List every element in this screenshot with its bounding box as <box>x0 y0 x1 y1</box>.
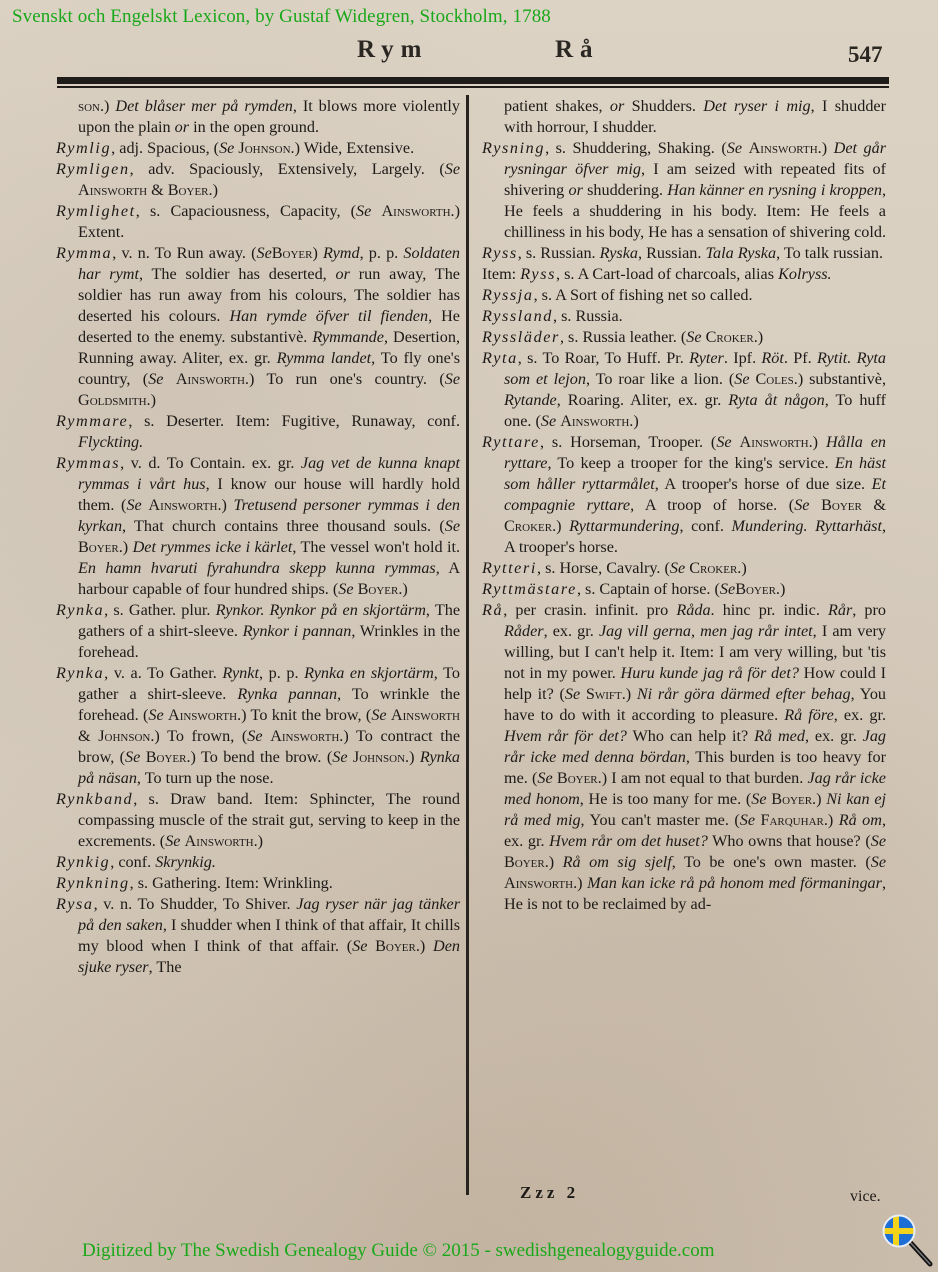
definition-text: , p. p. <box>258 664 305 682</box>
definition-text: , s. Deserter. Item: Fugitive, Runaway, conf. <box>128 412 460 430</box>
swedish-text: Se <box>256 244 272 262</box>
swedish-text: Rytit. Ryta som et lejon <box>504 349 886 388</box>
running-head-left: Rym <box>357 36 429 63</box>
signature-mark: Zzz 2 <box>520 1183 580 1202</box>
headword: Rynkband <box>56 790 134 808</box>
definition-text: , I shudder with horrour, I shudder. <box>504 97 886 136</box>
definition-text: , s. Shuddering, Shaking. ( <box>545 139 727 157</box>
definition-text: , The soldier has deserted, <box>138 265 336 283</box>
headword: Ryta <box>482 349 518 367</box>
headword: Ryttmästare <box>482 580 577 598</box>
swedish-text: Se <box>716 433 732 451</box>
definition-text: , He feels a shuddering in his body. Item: He feels a chilliness in his body, He has a sensation of shivering cold. <box>504 181 887 241</box>
dictionary-entry <box>56 453 460 600</box>
dictionary-entry <box>56 243 460 411</box>
headword: Rynkig <box>56 853 111 871</box>
authority-citation: Ainsworth. <box>748 139 822 157</box>
swedish-text: Rå med <box>754 727 805 745</box>
dictionary-entry <box>482 600 886 915</box>
swedish-text: Det rymmes icke i kärlet <box>132 538 293 556</box>
swedish-text: Se <box>444 160 460 178</box>
headword: Rysa <box>56 895 94 913</box>
definition-text: , ex. gr. <box>543 622 599 640</box>
swedish-text: Rynka på näsan <box>78 748 461 787</box>
swedish-text: Det ryser i mig <box>703 97 811 115</box>
definition-text: , per crasin. infinit. pro <box>503 601 677 619</box>
dictionary-entry <box>482 285 886 306</box>
dictionary-entry <box>482 327 886 348</box>
headword: Rymligen <box>56 160 130 178</box>
definition-text: ) <box>221 496 234 514</box>
swedish-text: Jag vet de kunna knapt rymmas i vårt hus <box>78 454 460 493</box>
swedish-text: Rymmande <box>312 328 384 346</box>
headword: Ryssja <box>482 286 534 304</box>
definition-text: How could I help it? ( <box>504 664 886 703</box>
swedish-text: Se <box>126 496 142 514</box>
headword: Rynka <box>56 664 105 682</box>
definition-text: , I am seized with repeated fits of shivering <box>504 160 887 199</box>
authority-citation: Swift. <box>585 685 626 703</box>
swedish-text: Se <box>338 580 354 598</box>
definition-text: ) <box>625 685 637 703</box>
swedish-text: Rynka en skjortärm <box>304 664 434 682</box>
dictionary-entry <box>56 894 460 978</box>
definition-text: , A trooper's horse. <box>504 517 887 556</box>
swedish-text: Ryttarmundering <box>569 517 680 535</box>
swedish-text: En häst som håller ryttarmålet <box>504 454 887 493</box>
definition-text: , I know our house will hardly hold them. ( <box>78 475 460 514</box>
swedish-text: Se <box>125 748 141 766</box>
swedish-text: Kolryss. <box>778 265 832 283</box>
definition-text: , pro <box>852 601 887 619</box>
authority-citation: Boyer. <box>504 853 549 871</box>
left-column <box>56 96 460 978</box>
dictionary-entry <box>56 663 460 789</box>
page-number: 547 <box>848 42 883 67</box>
swedish-text: Se <box>669 559 686 577</box>
dictionary-entry <box>482 306 886 327</box>
authority-citation: Johnson. <box>238 139 295 157</box>
definition-text: run away, The soldier has run away from his colours, The soldier has deserted his colours. <box>78 265 460 325</box>
definition-text: ) <box>402 580 408 598</box>
entry-continuation <box>56 96 460 138</box>
swedish-text: Se <box>564 685 581 703</box>
swedish-text: Et compagnie ryttare <box>504 475 887 514</box>
dictionary-entry <box>56 411 460 453</box>
swedish-text: Den sjuke ryser <box>78 937 461 976</box>
swedish-text: Se <box>444 517 460 535</box>
headword: Rymmas <box>56 454 121 472</box>
swedish-text: Rymma landet <box>276 349 372 367</box>
swedish-text: Se <box>444 370 460 388</box>
swedish-flag-magnifier-icon <box>880 1212 934 1268</box>
definition-text: , Russian. <box>638 244 706 262</box>
definition-text: , s. Russian. <box>517 244 600 262</box>
dictionary-entry <box>56 201 460 243</box>
digitized-footer: Digitized by The Swedish Genealogy Guide © 2015 - swedishgenealogyguide.com <box>82 1240 715 1261</box>
headword: Rysning <box>482 139 546 157</box>
definition-text: ) <box>779 580 786 598</box>
catchword: vice. <box>850 1188 881 1205</box>
swedish-text: Ryter <box>689 349 724 367</box>
swedish-text: Se <box>356 202 372 220</box>
swedish-text: Hvem rår om det huset? <box>549 832 708 850</box>
definition-text: , v. n. To Shudder, To Shiver. <box>93 895 297 913</box>
definition-text: , Roaring. Aliter, ex. gr. <box>556 391 729 409</box>
dictionary-entry <box>482 579 886 600</box>
definition-text: , To keep a trooper for the king's service. <box>547 454 835 472</box>
swedish-text: Se <box>751 790 767 808</box>
definition-text: , ex. gr. <box>833 706 886 724</box>
swedish-text: Se <box>870 832 887 850</box>
swedish-text: Tretusend personer rymmas i den kyrkan <box>78 496 461 535</box>
swedish-text: Det blåser mer på rymden <box>115 97 293 115</box>
swedish-text: Ni kan ej rå med mig <box>504 790 887 829</box>
definition-text: , I am very willing, but I can't help it. Item: I am very willing, but 'tis not in my power. <box>504 622 886 682</box>
dictionary-entry <box>56 873 460 894</box>
header-rule-thin <box>57 86 889 88</box>
swedish-text: Mundering. Ryttarhäst <box>731 517 882 535</box>
authority-citation: Coles. <box>755 370 798 388</box>
definition-text: ) <box>827 811 839 829</box>
swedish-text: Ryta åt någon <box>728 391 825 409</box>
authority-citation: Boyer. <box>556 769 602 787</box>
definition-text: ) <box>577 874 588 892</box>
definition-text: Shudders. <box>624 97 704 115</box>
dictionary-entry <box>482 432 886 558</box>
definition-text: , The <box>148 958 182 976</box>
swedish-text: Man kan icke rå på honom med förmaningar <box>587 874 882 892</box>
column-divider <box>466 95 469 1195</box>
definition-text: , This burden is too heavy for me. ( <box>504 748 886 787</box>
dictionary-entry <box>482 243 886 264</box>
definition-text: in the open ground. <box>189 118 320 136</box>
authority-citation: Ainsworth. <box>168 706 242 724</box>
swedish-text: Rynkt <box>222 664 259 682</box>
dictionary-entry <box>56 138 460 159</box>
definition-text: ) <box>816 790 827 808</box>
swedish-text: Se <box>332 748 348 766</box>
definition-text: ) <box>812 433 826 451</box>
definition-text: , He is not to be reclaimed by ad- <box>504 874 886 913</box>
swedish-text: Se <box>719 580 736 598</box>
definition-text: , He deserted to the enemy. substantivè. <box>78 307 460 346</box>
dictionary-entry <box>482 558 886 579</box>
definition-text <box>367 937 375 955</box>
headword: Rymlighet <box>56 202 136 220</box>
definition-text: , To gather a shirt-sleeve. <box>78 664 461 703</box>
headword: Rynka <box>56 601 105 619</box>
definition-text: shuddering. <box>582 181 668 199</box>
swedish-text: Se <box>726 139 743 157</box>
definition-text: ) substantivè, <box>797 370 887 388</box>
definition-text: , You have to do with it according to pleasure. <box>504 685 887 724</box>
definition-text: , A harbour capable of four hundred ships. ( <box>78 559 461 598</box>
swedish-text: Jag rår icke med denna bördan <box>504 727 887 766</box>
swedish-text: Flyckting. <box>78 433 144 451</box>
definition-text: ) <box>150 391 156 409</box>
definition-text: , A trooper's horse of due size. <box>654 475 872 493</box>
definition-text: , v. n. To Run away. ( <box>112 244 257 262</box>
swedish-text: Rå före <box>784 706 834 724</box>
definition-text: , p. p. <box>359 244 404 262</box>
authority-citation: Farquhar. <box>760 811 828 829</box>
authority-citation: Boyer. <box>375 937 420 955</box>
dictionary-entry <box>56 159 460 201</box>
swedish-text: Rynkor. Rynkor på en skjortärm <box>215 601 426 619</box>
swedish-text: Jag ryser när jag tänker på den saken <box>78 895 460 934</box>
definition-text: , conf. <box>679 517 732 535</box>
authority-citation: Ainsworth. <box>148 496 222 514</box>
authority-citation: Boyer. <box>771 790 817 808</box>
authority-citation: son.) <box>78 97 110 115</box>
definition-text <box>371 202 381 220</box>
definition-text: , adj. Spacious, ( <box>111 139 220 157</box>
definition-text: ) <box>821 139 834 157</box>
definition-text: , A troop of horse. ( <box>630 496 795 514</box>
swedish-text: Skrynkig. <box>155 853 216 871</box>
authority-citation: Ainsworth. <box>739 433 813 451</box>
definition-text: , Desertion, Running away. Aliter, ex. gr. <box>78 328 460 367</box>
authority-citation: Ainsworth. <box>381 202 455 220</box>
swedish-text: Rymd <box>323 244 360 262</box>
dictionary-entry <box>482 264 886 285</box>
definition-text: ) <box>757 328 764 346</box>
definition-text: , I shudder when I think of that affair, It chills my blood when I think of that affair. ( <box>78 916 461 955</box>
swedish-text: Se <box>247 727 263 745</box>
headword: Rymma <box>56 244 113 262</box>
definition-text: , s. Russia leather. ( <box>559 328 687 346</box>
swedish-text: or <box>174 118 190 136</box>
swedish-text: En hamn hvaruti fyrahundra skepp kunna rymmas <box>78 559 436 577</box>
authority-citation: Ainsworth & Johnson. <box>78 706 461 745</box>
swedish-text: Hvem rår för det? <box>504 727 627 745</box>
definition-text: , He is too many for me. ( <box>579 790 752 808</box>
definition-text: ) To bend the brow. ( <box>190 748 333 766</box>
authority-citation: Boyer. <box>78 538 123 556</box>
definition-text: ) <box>548 853 563 871</box>
swedish-text: Tala Ryska <box>705 244 777 262</box>
authority-citation: Ainsworth. <box>270 727 344 745</box>
definition-text: ) <box>409 748 420 766</box>
site-banner: Svenskt och Engelskt Lexicon, by Gustaf Widegren, Stockholm, 1788 <box>12 6 551 27</box>
definition-text: . Ipf. <box>723 349 762 367</box>
swedish-text: Det går rysningar öfver mig <box>504 139 887 178</box>
definition-text: , v. d. To Contain. ex. gr. <box>120 454 301 472</box>
definition-text: , s. Draw band. Item: Sphincter, The round compassing muscle of the strait gut, serving to keep in the excrements. ( <box>78 790 460 850</box>
definition-text: , That church contains three thousand souls. ( <box>122 517 445 535</box>
swedish-text: Råder <box>504 622 544 640</box>
definition-text: , conf. <box>110 853 156 871</box>
definition-text: , ex. gr. <box>504 811 887 850</box>
swedish-text: Se <box>165 832 181 850</box>
headword: Rytteri <box>482 559 537 577</box>
definition-text: , s. Horse, Cavalry. ( <box>536 559 670 577</box>
definition-text: , s. Capaciousness, Capacity, ( <box>135 202 357 220</box>
definition-text: , To fly one's country, ( <box>78 349 460 388</box>
swedish-text: Han rymde öfver til fienden <box>229 307 429 325</box>
definition-text: , s. To Roar, To Huff. Pr. <box>517 349 690 367</box>
definition-text: Who can help it? <box>626 727 755 745</box>
authority-citation: Johnson. <box>352 748 410 766</box>
definition-text: ) Extent. <box>78 202 460 241</box>
right-column <box>482 96 886 915</box>
header-rule-thick <box>57 77 889 84</box>
definition-text: , The vessel won't hold it. <box>292 538 460 556</box>
authority-citation: Boyer. <box>735 580 780 598</box>
swedish-text: Se <box>371 706 387 724</box>
definition-text: , To huff one. ( <box>504 391 886 430</box>
swedish-text: Se <box>734 370 750 388</box>
authority-citation: Boyer <box>271 244 313 262</box>
swedish-text: Se <box>352 937 368 955</box>
dictionary-entry <box>56 852 460 873</box>
definition-text: patient shakes, <box>504 97 610 115</box>
definition-text: ) Wide, Extensive. <box>294 139 415 157</box>
definition-text: , To talk russian. <box>776 244 884 262</box>
swedish-text: Rå om <box>838 811 882 829</box>
running-head-right: Rå <box>555 36 600 63</box>
definition-text: ) <box>556 517 570 535</box>
definition-text: ) To frown, ( <box>154 727 248 745</box>
definition-text: , To roar like a lion. ( <box>585 370 735 388</box>
swedish-text: Hålla en ryttare <box>504 433 887 472</box>
swedish-text: Han känner en rysning i kroppen <box>667 181 882 199</box>
definition-text: Who owns that house? ( <box>707 832 871 850</box>
authority-citation: Croker. <box>689 559 742 577</box>
definition-text: ) To contract the brow, ( <box>78 727 461 766</box>
definition-text: , adv. Spaciously, Extensively, Largely. ( <box>129 160 445 178</box>
headword: Ryttare <box>482 433 540 451</box>
definition-text: , The gathers of a shirt-sleeve. <box>78 601 461 640</box>
definition-text: ) <box>212 181 218 199</box>
dictionary-entry <box>482 138 886 243</box>
headword: Rynkning <box>56 874 130 892</box>
definition-text: ) To knit the brow, ( <box>241 706 372 724</box>
swedish-text: Se <box>870 853 886 871</box>
swedish-text: Råda <box>676 601 711 619</box>
definition-text: ) <box>122 538 133 556</box>
definition-text: , It blows more violently upon the plain <box>78 97 461 136</box>
definition-text: Item: <box>482 265 521 283</box>
authority-citation: Ainsworth. <box>504 874 578 892</box>
running-head <box>0 36 938 70</box>
definition-text: ) To run one's country. ( <box>248 370 445 388</box>
headword: Ryss <box>482 244 518 262</box>
definition-text <box>163 370 175 388</box>
definition-text: ) <box>312 244 324 262</box>
definition-text: ) <box>257 832 264 850</box>
swedish-text: Röt <box>761 349 784 367</box>
definition-text: . Pf. <box>783 349 817 367</box>
authority-citation: Goldsmith. <box>78 391 151 409</box>
swedish-text: Rynkor i pannan <box>242 622 352 640</box>
swedish-text: or <box>335 265 350 283</box>
definition-text: , Wrinkles in the forehead. <box>78 622 461 661</box>
swedish-text: Se <box>148 706 164 724</box>
swedish-text: Se <box>739 811 755 829</box>
swedish-text: Ni rår göra därmed efter behag <box>636 685 851 703</box>
authority-citation: Boyer. <box>357 580 403 598</box>
definition-text: . hinc pr. indic. <box>710 601 828 619</box>
headword: Rymlig <box>56 139 112 157</box>
definition-text: , You can't master me. ( <box>580 811 740 829</box>
authority-citation: Croker. <box>705 328 758 346</box>
swedish-text: Ryska <box>599 244 638 262</box>
dictionary-entry <box>482 348 886 432</box>
dictionary-entry <box>56 600 460 663</box>
entry-continuation <box>482 96 886 138</box>
dictionary-entry <box>56 789 460 852</box>
swedish-text: Se <box>537 769 553 787</box>
definition-text <box>732 433 740 451</box>
definition-text: , s. Captain of horse. ( <box>576 580 720 598</box>
swedish-text: Jag rår icke med honom <box>504 769 886 808</box>
definition-text: , s. A Sort of fishing net so called. <box>533 286 753 304</box>
authority-citation: Ainsworth. <box>560 412 634 430</box>
headword: Rymmare <box>56 412 129 430</box>
definition-text: , To turn up the nose. <box>136 769 274 787</box>
authority-citation: Ainsworth. <box>175 370 249 388</box>
swedish-text: Rå om sig sjelf <box>562 853 672 871</box>
swedish-text: Se <box>148 370 164 388</box>
swedish-text: Soldaten har rymt <box>78 244 461 283</box>
authority-citation: Boyer & Croker. <box>504 496 887 535</box>
swedish-text: Se <box>686 328 702 346</box>
definition-text: , s. Gathering. Item: Wrinkling. <box>129 874 333 892</box>
swedish-text: Se <box>219 139 235 157</box>
definition-text: ) <box>741 559 747 577</box>
definition-text: , s. A Cart-load of charcoals, alias <box>556 265 779 283</box>
definition-text: , To be one's own master. ( <box>671 853 871 871</box>
definition-text: , s. Russia. <box>552 307 623 325</box>
definition-text: ) <box>419 937 434 955</box>
swedish-text: Rynka pannan <box>237 685 338 703</box>
headword: Ryss <box>520 265 556 283</box>
definition-text: ) I am not equal to that burden. <box>601 769 808 787</box>
swedish-text: Jag vill gerna, men jag rår intet <box>598 622 813 640</box>
authority-citation: Boyer. <box>145 748 191 766</box>
swedish-text: Huru kunde jag rå för det? <box>620 664 799 682</box>
headword: Ryssland <box>482 307 553 325</box>
authority-citation: Ainsworth & Boyer. <box>78 181 213 199</box>
headword: Ryssläder <box>482 328 560 346</box>
headword: Rå <box>482 601 504 619</box>
authority-citation: Ainsworth. <box>184 832 258 850</box>
swedish-text: or <box>568 181 583 199</box>
definition-text: ) <box>633 412 639 430</box>
swedish-text: Se <box>540 412 557 430</box>
definition-text: , To wrinkle the forehead. ( <box>78 685 460 724</box>
definition-text <box>809 496 821 514</box>
swedish-text: Se <box>794 496 810 514</box>
definition-text: , v. a. To Gather. <box>104 664 223 682</box>
swedish-text: or <box>609 97 625 115</box>
swedish-text: Rår <box>827 601 853 619</box>
swedish-text: Rytande <box>504 391 557 409</box>
definition-text: , ex. gr. <box>804 727 863 745</box>
definition-text: , s. Horseman, Trooper. ( <box>539 433 717 451</box>
definition-text: , s. Gather. plur. <box>104 601 216 619</box>
